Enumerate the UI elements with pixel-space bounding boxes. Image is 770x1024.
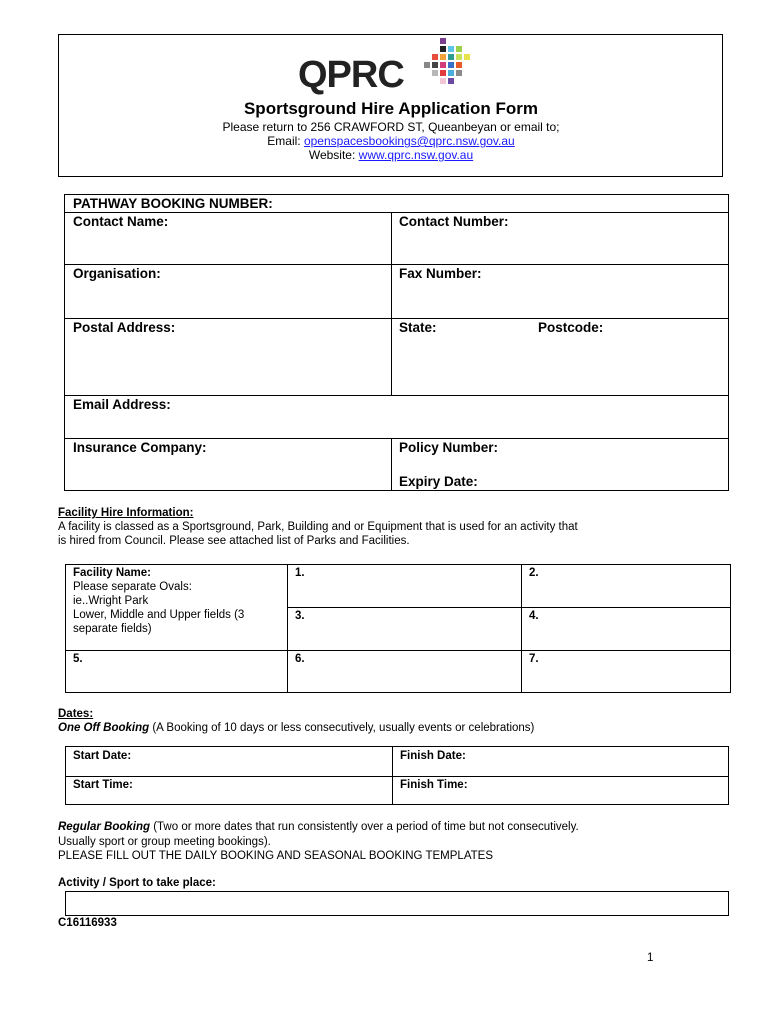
facility-note-1: Please separate Ovals: <box>73 581 192 593</box>
facility-slot-3: 3. <box>295 610 305 622</box>
expiry-date-label: Expiry Date: <box>399 474 478 489</box>
website-prefix: Website: <box>308 148 359 162</box>
logo-mosaic-icon <box>424 38 484 90</box>
start-date-label: Start Date: <box>73 750 132 762</box>
facility-slot-1: 1. <box>295 567 305 579</box>
email-line <box>0 134 770 148</box>
facility-desc-line1: A facility is classed as a Sportsground, Park, Building and or Equipment that is used for an activity that <box>58 521 578 533</box>
organisation-label: Organisation: <box>73 266 161 281</box>
start-time-label: Start Time: <box>73 779 133 791</box>
one-off-desc: (A Booking of 10 days or less consecutively, usually events or celebrations) <box>149 722 535 734</box>
policy-number-label: Policy Number: <box>399 440 499 455</box>
insurance-company-label: Insurance Company: <box>73 440 207 455</box>
facility-slot-4: 4. <box>529 610 539 622</box>
facility-name-label: Facility Name: <box>73 567 151 579</box>
website-line <box>0 148 770 162</box>
state-label: State: <box>399 320 437 335</box>
form-title: Sportsground Hire Application Form <box>243 99 539 118</box>
activity-input-box[interactable] <box>65 891 729 916</box>
finish-date-label: Finish Date: <box>400 750 466 762</box>
facility-slot-2: 2. <box>529 567 539 579</box>
facility-note-4: separate fields) <box>73 623 152 635</box>
regular-line2: Usually sport or group meeting bookings). <box>58 836 271 848</box>
qprc-logo <box>298 52 488 100</box>
contact-name-label: Contact Name: <box>73 214 169 229</box>
logo-text: QPRC <box>298 54 404 96</box>
dates-heading: Dates: <box>58 708 94 720</box>
return-line: Please return to 256 CRAWFORD ST, Queanbeyan or email to; <box>222 120 560 134</box>
facility-heading: Facility Hire Information: <box>58 507 194 519</box>
regular-title: Regular Booking <box>58 821 151 833</box>
email-address-label: Email Address: <box>73 397 171 412</box>
booking-number-label: PATHWAY BOOKING NUMBER: <box>73 196 273 211</box>
one-off-line <box>58 722 534 734</box>
facility-desc-line2: is hired from Council. Please see attached list of Parks and Facilities. <box>58 535 410 547</box>
page-number: 1 <box>647 952 654 964</box>
postcode-label: Postcode: <box>538 320 604 335</box>
regular-desc: (Two or more dates that run consistently over a period of time but not consecutively. <box>150 821 579 833</box>
document-code: C16116933 <box>58 917 117 929</box>
website-link[interactable]: www.qprc.nsw.gov.au <box>358 148 474 162</box>
facility-note-3: Lower, Middle and Upper fields (3 <box>73 609 245 621</box>
one-off-title: One Off Booking <box>58 722 150 734</box>
facility-note-2: ie..Wright Park <box>73 595 149 607</box>
facility-slot-6: 6. <box>295 653 305 665</box>
regular-line3: PLEASE FILL OUT THE DAILY BOOKING AND SEASONAL BOOKING TEMPLATES <box>58 850 494 862</box>
contact-number-label: Contact Number: <box>399 214 509 229</box>
postal-address-label: Postal Address: <box>73 320 176 335</box>
fax-number-label: Fax Number: <box>399 266 482 281</box>
email-prefix: Email: <box>267 134 304 148</box>
regular-line <box>58 821 579 833</box>
facility-slot-7: 7. <box>529 653 539 665</box>
finish-time-label: Finish Time: <box>400 779 468 791</box>
activity-label: Activity / Sport to take place: <box>58 877 216 889</box>
email-link[interactable]: openspacesbookings@qprc.nsw.gov.au <box>303 134 515 148</box>
facility-slot-5: 5. <box>73 653 83 665</box>
